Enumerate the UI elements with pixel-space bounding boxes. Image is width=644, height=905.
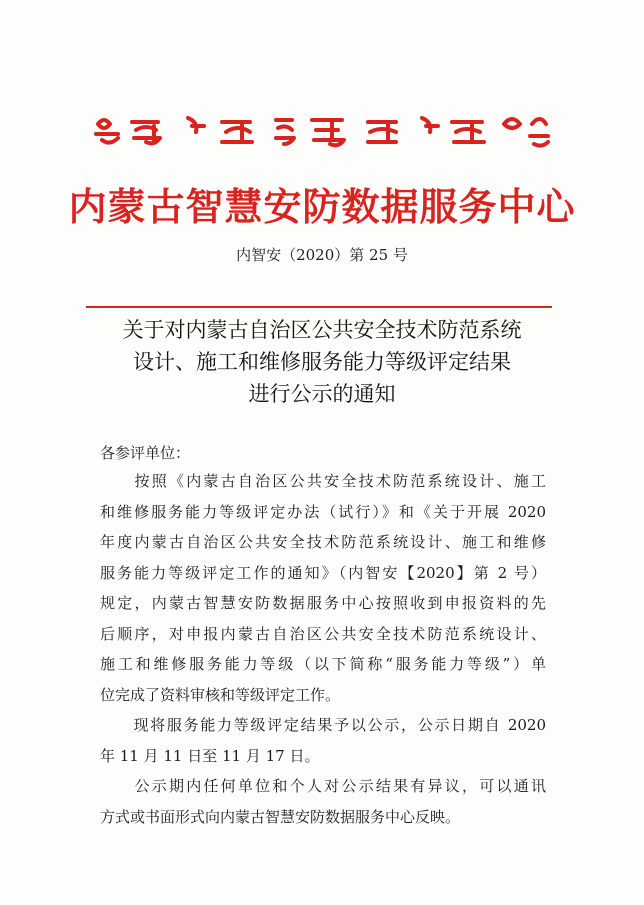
paragraph [100,710,546,771]
paragraph [100,771,546,832]
text-line: 服务能力等级评定工作的通知》（内智安【2020】第 2 号） [100,563,546,582]
paragraph [100,466,546,710]
text-line: 规定，内蒙古智慧安防数据服务中心按照收到申报资料的先 [100,594,546,612]
title-line: 设计、施工和维修服务能力等级评定结果 [133,350,511,374]
organization-title: 内蒙古智慧安防数据服务中心 [68,184,576,229]
notice-title [80,314,564,410]
title-line: 关于对内蒙古自治区公共安全技术防范系统 [122,318,522,342]
text-line: 后顺序，对申报内蒙古自治区公共安全技术防范系统设计、 [100,624,546,643]
notice-body [100,466,546,832]
text-line: 现将服务能力等级评定结果予以公示，公示日期自 2020 [100,716,546,734]
red-separator-line [86,306,552,308]
document-number: 内智安（2020）第 25 号 [236,246,408,264]
text-line: 按照《内蒙古自治区公共安全技术防范系统设计、施工 [100,472,546,490]
text-line: 和维修服务能力等级评定办法（试行）》和《关于开展 2020 [100,502,546,521]
text-line: 年 11 月 11 日至 11 月 17 日。 [100,746,320,765]
text-line: 方式或书面形式向内蒙古智慧安防数据服务中心反映。 [100,807,461,826]
text-line: 公示期内任何单位和个人对公示结果有异议，可以通讯 [100,777,546,795]
text-line: 位完成了资料审核和等级评定工作。 [100,685,341,704]
salutation: 各参评单位： [100,444,191,462]
text-line: 施工和维修服务能力等级（以下简称“服务能力等级”）单 [100,655,546,673]
text-line: 年度内蒙古自治区公共安全技术防范系统设计、施工和维修 [100,533,546,551]
title-line: 进行公示的通知 [248,382,396,406]
mongolian-script-logo [92,104,552,160]
